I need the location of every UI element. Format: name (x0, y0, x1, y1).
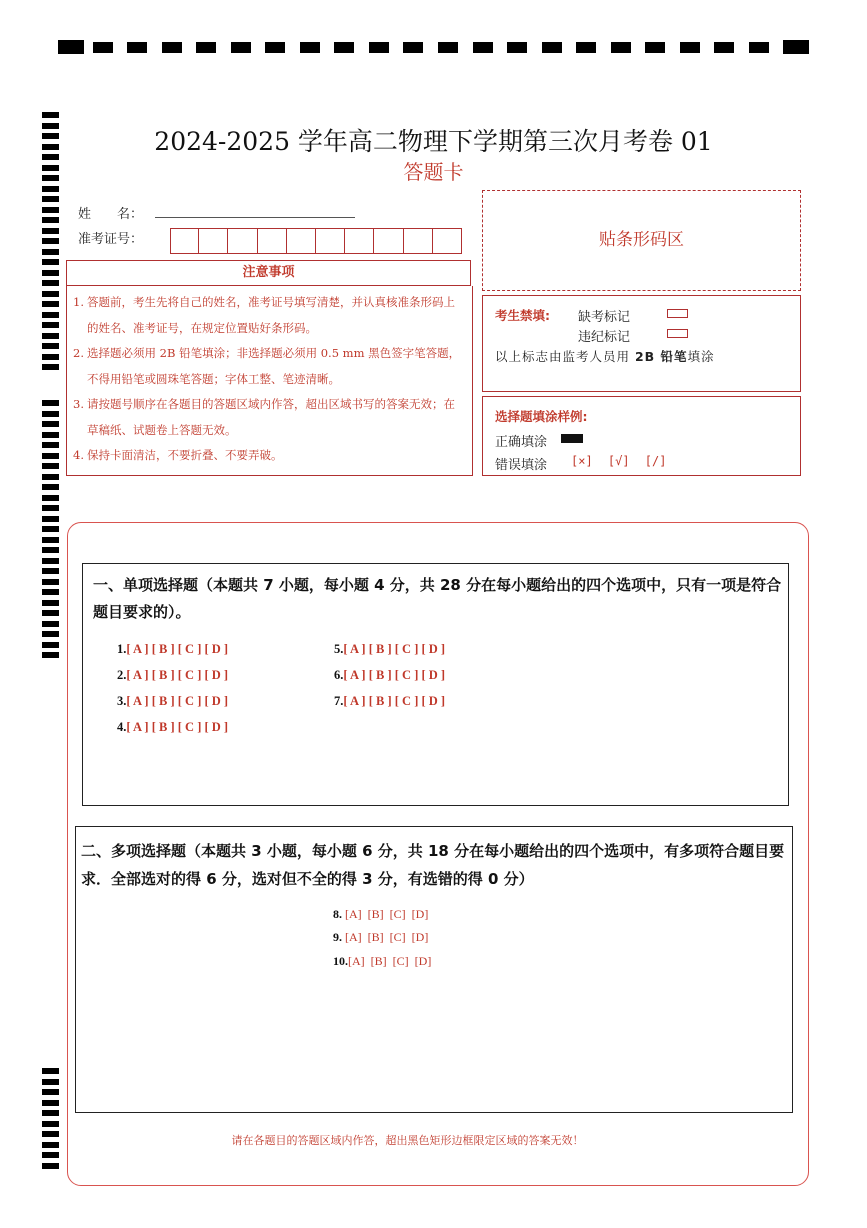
timing-mark (42, 259, 59, 265)
notice-item (73, 392, 466, 443)
violation-mark-label: 违纪标记 (578, 330, 631, 345)
exam-number-cell[interactable] (345, 228, 374, 254)
forbidden-label: 考生禁填: (495, 308, 550, 323)
timing-mark (542, 42, 562, 53)
timing-mark (42, 364, 59, 370)
timing-mark (42, 1121, 59, 1127)
answer-row-3[interactable]: 3.[ A ] [ B ] [ C ] [ D ] (117, 694, 229, 708)
filled-block-icon (561, 434, 583, 443)
timing-mark (42, 505, 59, 511)
notice-item-text: 保持卡面清洁，不要折叠、不要弄破。 (87, 448, 283, 462)
timing-mark (42, 579, 59, 585)
timing-mark (42, 568, 59, 574)
timing-mark (42, 547, 59, 553)
timing-mark (42, 354, 59, 360)
exam-number-cell[interactable] (433, 228, 462, 254)
timing-mark (42, 1089, 59, 1095)
timing-mark (42, 400, 59, 406)
timing-mark (93, 42, 113, 53)
timing-mark (42, 495, 59, 501)
timing-mark (42, 1152, 59, 1158)
timing-mark (42, 207, 59, 213)
notice-heading: 注意事项 (66, 260, 471, 286)
absent-mark-label: 缺考标记 (578, 310, 631, 325)
violation-mark-box[interactable] (667, 329, 688, 338)
timing-mark (42, 322, 59, 328)
timing-mark (42, 652, 59, 658)
answer-row-10[interactable]: 10.[A] [B] [C] [D] (333, 954, 432, 968)
timing-mark (42, 610, 59, 616)
exam-number-cell[interactable] (287, 228, 316, 254)
timing-mark (42, 463, 59, 469)
name-field[interactable] (155, 217, 355, 218)
answer-row-4[interactable]: 4.[ A ] [ B ] [ C ] [ D ] (117, 720, 229, 734)
notice-item-number: 4. (73, 448, 84, 462)
section-question: 一、单项选择题（本题共 7 小题，每小题 4 分，共 28 分在每小题给出的四个选项中，只有一项是符合题目要求的）。 (93, 576, 782, 621)
exam-number-cell[interactable] (374, 228, 403, 254)
notice-item (73, 290, 466, 341)
absent-mark-box[interactable] (667, 309, 688, 318)
timing-mark (680, 42, 700, 53)
timing-mark (265, 42, 285, 53)
fill-sample-label: 选择题填涂样例: (495, 409, 588, 424)
timing-mark (42, 474, 59, 480)
notice-item-text: 答题前，考生先将自己的姓名，准考证号填写清楚，并认真核准条形码上的姓名、准考证号，在规定位置贴好条形码。 (87, 295, 455, 335)
answer-row-2[interactable]: 2.[ A ] [ B ] [ C ] [ D ] (117, 668, 229, 682)
exam-number-boxes[interactable] (170, 228, 462, 254)
timing-mark (196, 42, 216, 53)
timing-mark (749, 42, 769, 53)
timing-mark (42, 1100, 59, 1106)
timing-mark (42, 1110, 59, 1116)
timing-mark (42, 442, 59, 448)
timing-mark (42, 642, 59, 648)
timing-mark (42, 432, 59, 438)
timing-mark (42, 537, 59, 543)
timing-mark (42, 196, 59, 202)
timing-mark (42, 631, 59, 637)
timing-mark (300, 42, 320, 53)
notice-item (73, 443, 466, 469)
notice-item (73, 341, 466, 392)
timing-mark (714, 42, 734, 53)
footer-warning: 请在各题目的答题区域内作答，超出黑色矩形边框限定区域的答案无效！ (231, 1134, 584, 1147)
fill-sample-box (482, 396, 801, 476)
timing-mark (42, 600, 59, 606)
name-label: 姓 名： (78, 207, 144, 222)
timing-marks-top (58, 42, 818, 56)
timing-mark (42, 526, 59, 532)
timing-mark (42, 112, 59, 118)
timing-mark (369, 42, 389, 53)
timing-mark (42, 333, 59, 339)
notice-item-number: 1. (73, 295, 84, 309)
notice-item-text: 请按题号顺序在各题目的答题区域内作答，超出区域书写的答案无效；在草稿纸、试题卷上答题无效。 (87, 397, 455, 437)
timing-mark (42, 312, 59, 318)
timing-mark (438, 42, 458, 53)
timing-mark (42, 291, 59, 297)
barcode-area: 贴条形码区 (482, 190, 801, 291)
timing-mark (42, 343, 59, 349)
wrong-fill-examples: [×] [√] [/] (571, 454, 667, 468)
forbidden-fill-box (482, 295, 801, 392)
notice-item-text: 选择题必须用 2B 铅笔填涂；非选择题必须用 0.5 mm 黑色签字笔答题，不得用铅笔或圆珠笔答题；字体工整、笔迹清晰。 (87, 346, 461, 386)
timing-mark (42, 301, 59, 307)
wrong-fill-label: 错误填涂 (495, 458, 548, 473)
answer-row-8[interactable]: 8. [A] [B] [C] [D] (333, 907, 429, 921)
timing-mark (611, 42, 631, 53)
correct-fill-label: 正确填涂 (495, 435, 548, 450)
timing-mark (42, 270, 59, 276)
timing-mark (162, 42, 182, 53)
timing-mark (42, 228, 59, 234)
exam-number-cell[interactable] (404, 228, 433, 254)
single-choice-section (82, 563, 789, 806)
exam-number-cell[interactable] (199, 228, 228, 254)
timing-mark (127, 42, 147, 53)
notice-item-number: 3. (73, 397, 84, 411)
answer-row-7[interactable]: 7.[ A ] [ B ] [ C ] [ D ] (334, 694, 446, 708)
timing-mark (42, 484, 59, 490)
exam-number-cell[interactable] (258, 228, 287, 254)
timing-mark (42, 621, 59, 627)
page-subtitle: 答题卡 (403, 160, 464, 184)
notice-list (66, 286, 473, 476)
answer-row-1[interactable]: 1.[ A ] [ B ] [ C ] [ D ] (117, 642, 229, 656)
exam-number-cell[interactable] (170, 228, 199, 254)
timing-mark (507, 42, 527, 53)
timing-mark (42, 1079, 59, 1085)
timing-mark (58, 40, 84, 54)
timing-mark (231, 42, 251, 53)
timing-mark (42, 558, 59, 564)
timing-mark (42, 1163, 59, 1169)
timing-mark (42, 589, 59, 595)
answer-row-9[interactable]: 9. [A] [B] [C] [D] (333, 930, 429, 944)
timing-mark (645, 42, 665, 53)
timing-mark (42, 280, 59, 286)
exam-number-label: 准考证号： (78, 232, 144, 247)
multiple-choice-section (75, 826, 793, 1113)
section-question: 二、多项选择题（本题共 3 小题，每小题 6 分，共 18 分在每小题给出的四个选项中，有多项符合题目要求．全部选对的得 6 分，选对但不全的得 3 分，有选错的得 0 分） (81, 842, 785, 888)
timing-mark (576, 42, 596, 53)
timing-mark (42, 217, 59, 223)
timing-mark (42, 453, 59, 459)
page-title: 2024-2025 学年高二物理下学期第三次月考卷 01 (154, 127, 713, 156)
timing-mark (42, 516, 59, 522)
answer-row-6[interactable]: 6.[ A ] [ B ] [ C ] [ D ] (334, 668, 446, 682)
timing-mark (42, 1068, 59, 1074)
timing-mark (42, 238, 59, 244)
exam-number-cell[interactable] (228, 228, 257, 254)
forbidden-note: 以上标志由监考人员用 2B 铅笔填涂 (495, 349, 715, 364)
notice-item-number: 2. (73, 346, 84, 360)
timing-mark (42, 411, 59, 417)
exam-number-cell[interactable] (316, 228, 345, 254)
timing-mark (473, 42, 493, 53)
timing-mark (783, 40, 809, 54)
timing-mark (334, 42, 354, 53)
timing-mark (42, 421, 59, 427)
timing-mark (42, 249, 59, 255)
answer-row-5[interactable]: 5.[ A ] [ B ] [ C ] [ D ] (334, 642, 446, 656)
timing-mark (42, 186, 59, 192)
timing-mark (403, 42, 423, 53)
